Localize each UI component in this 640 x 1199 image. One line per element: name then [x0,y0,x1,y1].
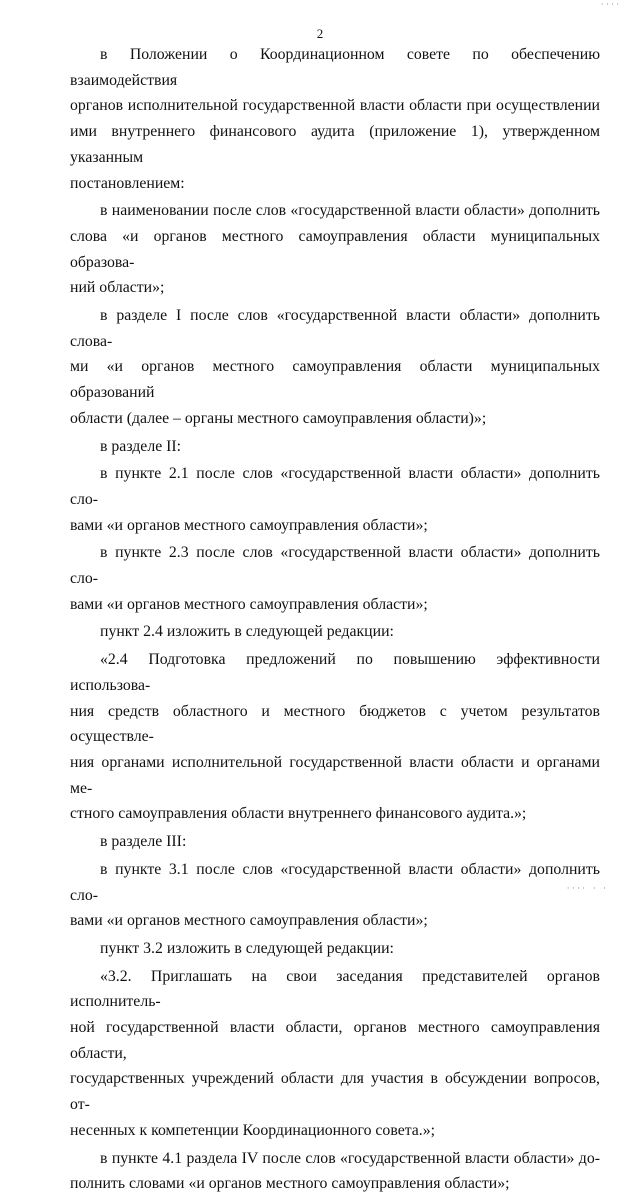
paragraph-line: в разделе I после слов «государственной власти области» дополнить слова- [70,307,600,350]
paragraph-line: ния средств областного и местного бюджетов с учетом результатов осуществле- [70,702,600,746]
paragraph-line: несенных к компетенции Координационного совета.»; [70,1121,436,1139]
paragraph-line: в пункте 3.1 после слов «государственной власти области» дополнить сло- [70,860,600,904]
paragraph [70,647,600,827]
paragraph [70,964,600,1144]
paragraph-line: в пункте 4.1 раздела IV после слов «государственной власти области» до- [100,1149,600,1167]
paragraph-line: слова «и органов местного самоуправления области муниципальных образова- [70,227,600,271]
paragraph-line: области (далее – органы местного самоуправления области)»; [70,409,487,427]
paragraph-line: в наименовании после слов «государственной власти области» дополнить [100,202,600,220]
paragraph-line: ния органами исполнительной государственной власти области и органами ме- [70,753,600,797]
paragraph [70,42,600,196]
paragraph [70,461,600,538]
paragraph-line: вами «и органов местного самоуправления области»; [70,595,428,613]
paragraph [70,829,600,855]
paragraph [70,540,600,617]
paragraph [70,936,600,962]
paragraph-line: ной государственной власти области, органов местного самоуправления области, [70,1019,600,1062]
paragraph-line: в разделе II: [100,437,182,455]
paragraph-line: постановлением: [70,174,185,192]
document-body [70,42,600,1199]
paragraph [70,857,600,934]
paragraph-line: государственных учреждений области для участия в обсуждении вопросов, от- [70,1070,600,1114]
paragraph-line: в Положении о Координационном совете по обеспечению взаимодействия [70,46,600,89]
paragraph-line: пункт 3.2 изложить в следующей редакции: [100,939,394,957]
paragraph-line: вами «и органов местного самоуправления области»; [70,516,428,534]
paragraph-line: вами «и органов местного самоуправления области»; [70,912,428,930]
paragraph-line: ими внутреннего финансового аудита (приложение 1), утвержденном указанным [70,123,600,166]
paragraph-line: стного самоуправления области внутреннего финансового аудита.»; [70,805,527,823]
scan-artifact-top: '''' [600,2,621,10]
paragraph-line: полнить словами «и органов местного самоуправления области»; [70,1175,510,1193]
paragraph-line: органов исполнительной государственной власти области при осуществлении [70,97,600,115]
paragraph [70,619,600,645]
paragraph [70,1146,600,1197]
scan-artifact-bottom: '''' ' ' [566,886,608,894]
paragraph [70,303,600,432]
paragraph-line: ми «и органов местного самоуправления области муниципальных образований [70,358,600,402]
paragraph-line: в разделе III: [100,833,187,851]
paragraph-line: в пункте 2.3 после слов «государственной власти области» дополнить сло- [70,544,600,588]
paragraph-line: пункт 2.4 изложить в следующей редакции: [100,623,394,641]
page-number: 2 [316,26,324,41]
paragraph-line: «3.2. Приглашать на свои заседания представителей органов исполнитель- [70,967,600,1011]
paragraph-line: ний области»; [70,279,165,297]
paragraph-line: в пункте 2.1 после слов «государственной власти области» дополнить сло- [70,465,600,508]
paragraph-line: «2.4 Подготовка предложений по повышению эффективности использова- [70,651,600,694]
paragraph [70,434,600,460]
paragraph [70,198,600,301]
